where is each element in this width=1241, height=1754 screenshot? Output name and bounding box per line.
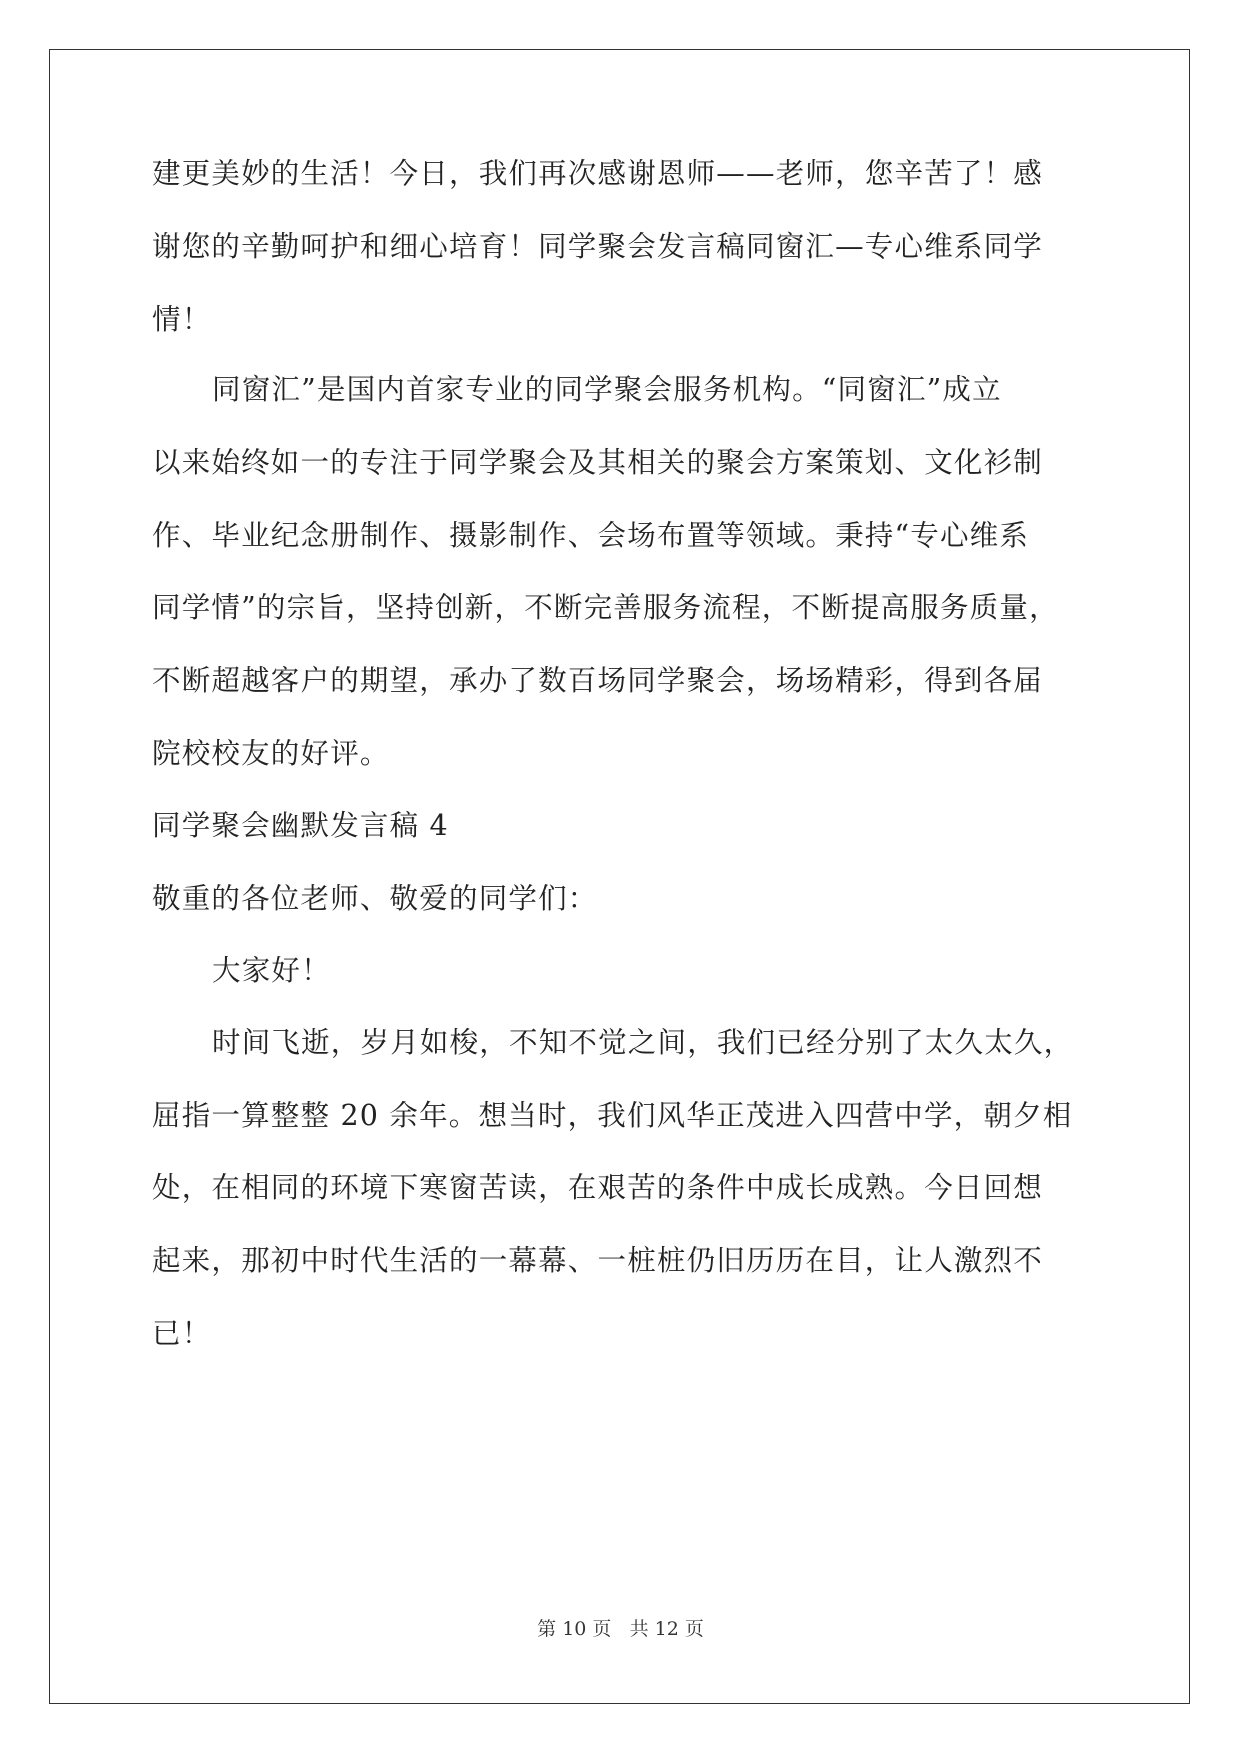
text-line: 建更美妙的生活！今日，我们再次感谢恩师——老师，您辛苦了！感	[152, 157, 1044, 190]
page-border	[49, 49, 1190, 1704]
salutation: 敬重的各位老师、敬爱的同学们：	[152, 882, 598, 915]
page-footer	[0, 1617, 1241, 1641]
greeting: 大家好！	[212, 954, 331, 987]
text-line: 不断超越客户的期望，承办了数百场同学聚会，场场精彩，得到各届	[152, 664, 1044, 697]
page-total: 共 12 页	[629, 1618, 704, 1640]
text-line: 以来始终如一的专注于同学聚会及其相关的聚会方案策划、文化衫制	[152, 446, 1044, 479]
section-heading: 同学聚会幽默发言稿 4	[152, 809, 449, 842]
paragraph-first-line: 同窗汇”是国内首家专业的同学聚会服务机构。“同窗汇”成立	[212, 373, 1002, 406]
text-line: 已！	[152, 1317, 212, 1350]
text-line: 情！	[152, 303, 212, 336]
text-line: 作、毕业纪念册制作、摄影制作、会场布置等领域。秉持“专心维系	[152, 519, 1030, 552]
page-number: 第 10 页	[537, 1618, 612, 1640]
text-line: 屈指一算整整 20 余年。想当时，我们风华正茂进入四营中学，朝夕相	[152, 1099, 1073, 1132]
text-line: 同学情”的宗旨，坚持创新，不断完善服务流程，不断提高服务质量，	[152, 591, 1059, 624]
text-line: 院校校友的好评。	[152, 737, 390, 770]
text-line: 处，在相同的环境下寒窗苦读，在艰苦的条件中成长成熟。今日回想	[152, 1171, 1044, 1204]
text-line: 起来，那初中时代生活的一幕幕、一桩桩仍旧历历在目，让人激烈不	[152, 1244, 1044, 1277]
text-line: 谢您的辛勤呵护和细心培育！同学聚会发言稿同窗汇—专心维系同学	[152, 230, 1044, 263]
paragraph-first-line: 时间飞逝，岁月如梭，不知不觉之间，我们已经分别了太久太久，	[212, 1026, 1074, 1059]
